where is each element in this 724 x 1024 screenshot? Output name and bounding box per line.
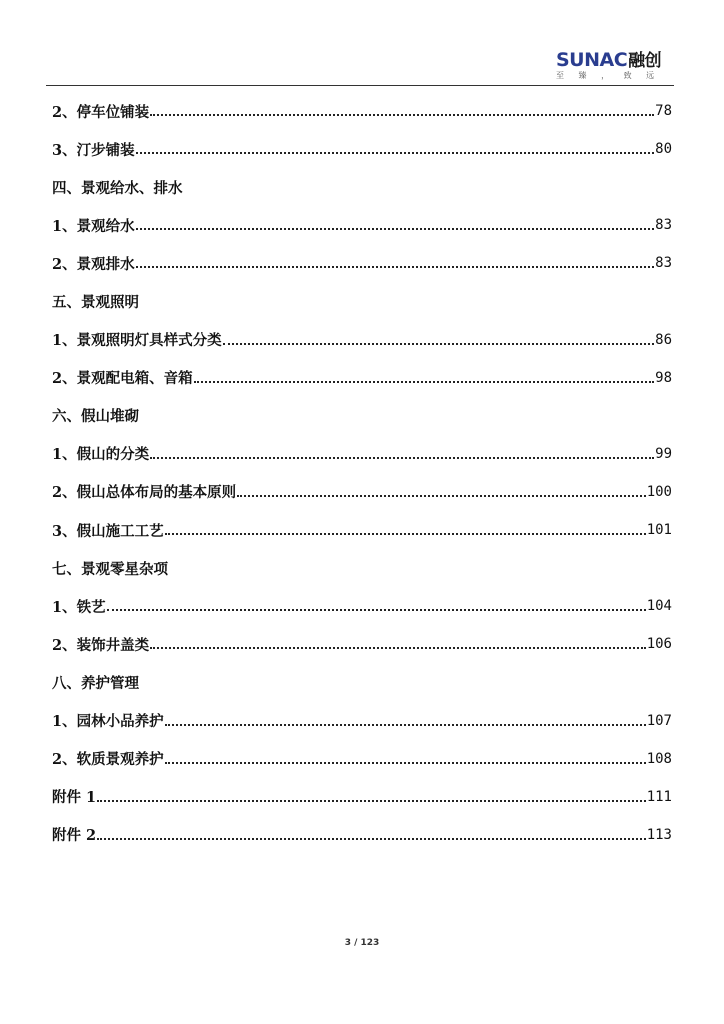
toc-leader-dots	[136, 138, 655, 154]
toc-page-number: 106	[646, 636, 672, 653]
toc-entry[interactable]	[52, 359, 672, 397]
toc-entry[interactable]	[52, 321, 672, 359]
page-header	[46, 46, 674, 86]
toc-section-heading	[52, 282, 672, 320]
toc-page-number: 100	[646, 483, 672, 500]
toc-label: 八、养护管理	[52, 674, 139, 692]
toc-entry[interactable]	[52, 740, 672, 778]
toc-entry[interactable]	[52, 625, 672, 663]
toc-leader-dots	[237, 481, 646, 497]
toc-leader-dots	[165, 519, 646, 535]
toc-leader-dots	[194, 367, 655, 383]
toc-label: 1、景观给水	[52, 217, 135, 235]
toc-label: 3、假山施工工艺	[52, 522, 164, 540]
toc-entry[interactable]	[52, 587, 672, 625]
toc-page-number: 108	[646, 750, 672, 767]
toc-section-heading	[52, 397, 672, 435]
toc-entry[interactable]	[52, 511, 672, 549]
toc-leader-dots	[150, 443, 654, 459]
toc-entry[interactable]	[52, 206, 672, 244]
toc-page-number: 107	[646, 712, 672, 729]
toc-entry[interactable]	[52, 816, 672, 854]
toc-page-number: 104	[646, 598, 672, 615]
toc-label: 七、景观零星杂项	[52, 560, 168, 578]
sunac-logo	[556, 50, 674, 82]
toc-label: 1、园林小品养护	[52, 713, 164, 731]
toc-section-heading	[52, 168, 672, 206]
toc-label: 五、景观照明	[52, 294, 139, 312]
toc-leader-dots	[150, 100, 654, 116]
logo-tagline: 至 臻 ， 致 远	[556, 71, 661, 80]
table-of-contents	[52, 92, 672, 854]
toc-leader-dots	[97, 824, 646, 840]
toc-page-number: 99	[655, 445, 672, 462]
toc-label: 六、假山堆砌	[52, 408, 139, 426]
toc-label: 2、装饰井盖类	[52, 636, 150, 654]
toc-label: 附件 2	[52, 827, 97, 845]
logo-latin: SUNAC	[556, 49, 628, 71]
toc-page-number: 83	[655, 217, 672, 234]
toc-leader-dots	[136, 214, 655, 230]
logo-wordmark	[556, 50, 661, 71]
toc-page-number: 111	[646, 788, 672, 805]
toc-page-number: 86	[655, 331, 672, 348]
page-number: 3 / 123	[344, 938, 380, 948]
toc-page-number: 78	[655, 103, 672, 120]
toc-leader-dots	[107, 595, 646, 611]
toc-entry[interactable]	[52, 92, 672, 130]
toc-entry[interactable]	[52, 702, 672, 740]
toc-leader-dots	[223, 329, 655, 345]
toc-label: 1、景观照明灯具样式分类	[52, 332, 222, 350]
toc-entry[interactable]	[52, 130, 672, 168]
toc-label: 2、停车位铺装	[52, 103, 150, 121]
toc-page-number: 98	[655, 369, 672, 386]
toc-entry[interactable]	[52, 435, 672, 473]
toc-leader-dots	[165, 710, 646, 726]
toc-label: 2、假山总体布局的基本原则	[52, 484, 237, 502]
toc-label: 1、铁艺	[52, 598, 106, 616]
toc-label: 2、软质景观养护	[52, 751, 164, 769]
toc-leader-dots	[165, 748, 646, 764]
toc-page-number: 101	[646, 522, 672, 539]
toc-entry[interactable]	[52, 778, 672, 816]
toc-section-heading	[52, 663, 672, 701]
toc-leader-dots	[136, 252, 655, 268]
toc-label: 附件 1	[52, 789, 97, 807]
toc-page-number: 83	[655, 255, 672, 272]
toc-label: 2、景观配电箱、音箱	[52, 370, 193, 388]
toc-label: 四、景观给水、排水	[52, 179, 183, 197]
toc-leader-dots	[150, 633, 646, 649]
toc-page-number: 113	[646, 826, 672, 843]
toc-entry[interactable]	[52, 473, 672, 511]
toc-section-heading	[52, 549, 672, 587]
toc-entry[interactable]	[52, 244, 672, 282]
header-rule	[46, 85, 674, 86]
toc-label: 3、汀步铺装	[52, 141, 135, 159]
logo-cn: 融创	[628, 51, 662, 71]
toc-leader-dots	[97, 786, 646, 802]
toc-label: 2、景观排水	[52, 255, 135, 273]
toc-page-number: 80	[655, 141, 672, 158]
toc-label: 1、假山的分类	[52, 446, 150, 464]
